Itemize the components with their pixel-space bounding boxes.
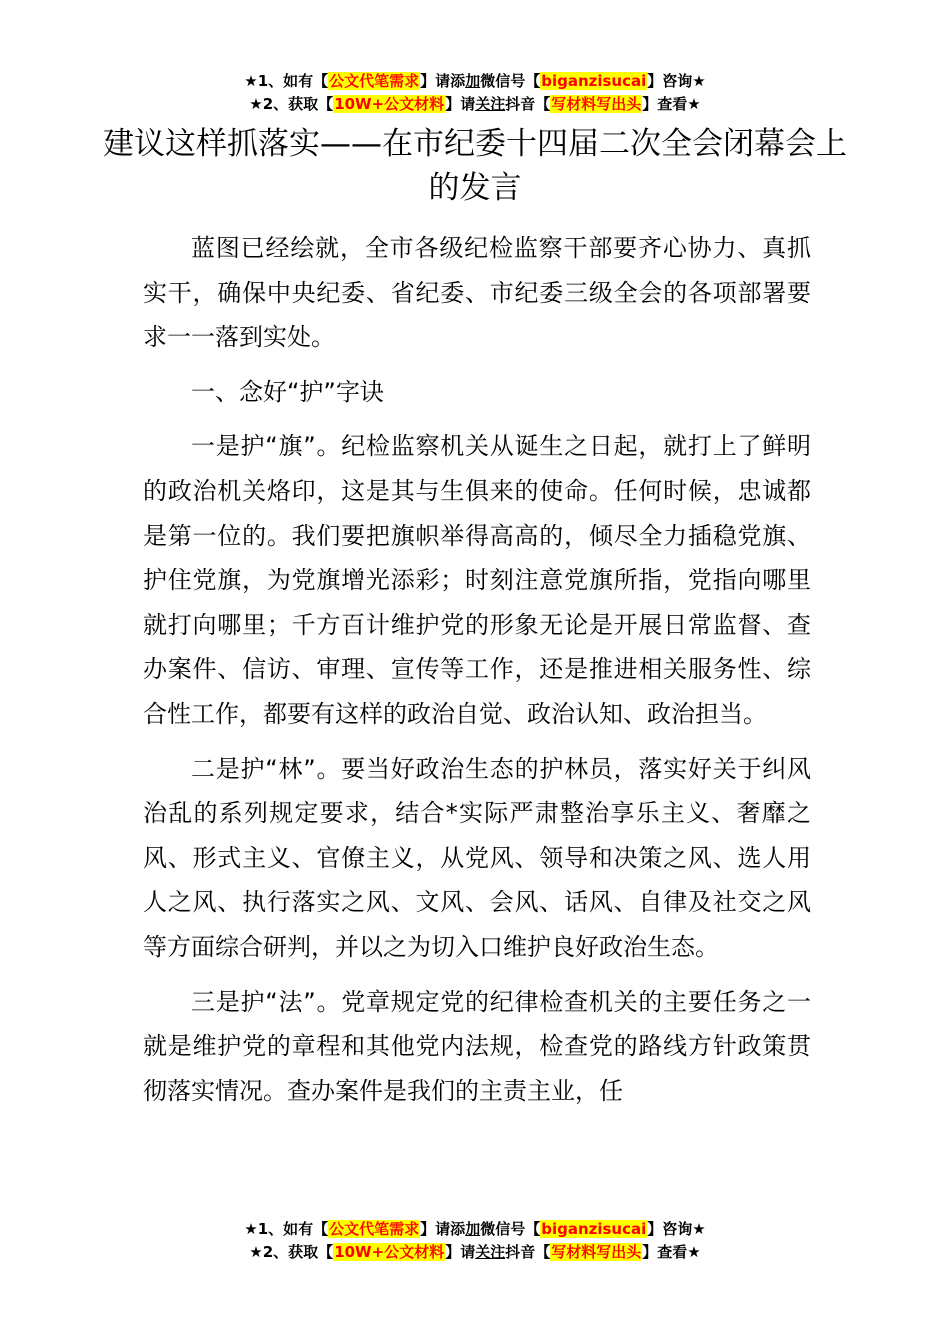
promo-highlight: biganzisucai — [541, 1220, 647, 1238]
promo-header — [0, 70, 950, 116]
promo-text: 】请添 — [420, 1220, 466, 1238]
promo-highlight: 公文代笔需求 — [329, 1220, 420, 1238]
paragraph-hu-fa: 三是护“法”。党章规定党的纪律检查机关的主要任务之一就是维护党的章程和其他党内法规，检查党的路线方针政策贯彻落实情况。查办案件是我们的主责主业，任 — [143, 987, 811, 1105]
promo-text: 】查看★ — [642, 95, 701, 113]
promo-underline: 加 — [465, 72, 481, 90]
paragraph-hu-qi: 一是护“旗”。纪检监察机关从诞生之日起，就打上了鲜明的政治机关烙印，这是其与生俱来的使命。任何时候，忠诚都是第一位的。我们要把旗帜举得高高的，倾尽全力插稳党旗、护住党旗，为党旗增光添彩；时刻注意党旗所指，党指向哪里就打向哪里；千方百计维护党的形象无论是开展日常监督、查办案件、信访、审理、宣传等工作，还是推进相关服务性、综合性工作，都要有这样的政治自觉、政治认知、政治担当。 — [143, 432, 811, 728]
promo-text: ★1、如有【 — [244, 72, 329, 90]
promo-underline: 关注 — [475, 95, 506, 113]
promo-text: 】请添 — [420, 72, 466, 90]
promo-footer — [0, 1218, 950, 1264]
promo-highlight: 写材料写出头 — [551, 1243, 642, 1261]
promo-highlight: 写材料写出头 — [551, 95, 642, 113]
promo-text: 抖音【 — [505, 95, 551, 113]
section-heading: 一、念好“护”字诀 — [191, 377, 384, 406]
promo-line-1 — [0, 1218, 950, 1241]
promo-text: 】请 — [445, 95, 476, 113]
promo-highlight: 10W+公文材料 — [334, 95, 445, 113]
promo-text: 】咨询★ — [647, 1220, 706, 1238]
promo-line-1 — [0, 70, 950, 93]
promo-line-2 — [0, 1241, 950, 1264]
promo-text: 微信号【 — [480, 72, 541, 90]
paragraph-intro: 蓝图已经绘就，全市各级纪检监察干部要齐心协力、真抓实干，确保中央纪委、省纪委、市纪委三级全会的各项部署要求一一落到实处。 — [143, 234, 811, 352]
promo-underline: 加 — [465, 1220, 481, 1238]
promo-text: 】查看★ — [642, 1243, 701, 1261]
promo-text: ★1、如有【 — [244, 1220, 329, 1238]
paragraph-hu-lin: 二是护“林”。要当好政治生态的护林员，落实好关于纠风治乱的系列规定要求，结合*实际严肃整治享乐主义、奢靡之风、形式主义、官僚主义，从党风、领导和决策之风、选人用人之风、执行落实之风、文风、会风、话风、自律及社交之风等方面综合研判，并以之为切入口维护良好政治生态。 — [143, 754, 811, 961]
promo-highlight: biganzisucai — [541, 72, 647, 90]
promo-highlight: 公文代笔需求 — [329, 72, 420, 90]
promo-text: 】请 — [445, 1243, 476, 1261]
promo-text: ★2、获取【 — [249, 95, 334, 113]
promo-text: ★2、获取【 — [249, 1243, 334, 1261]
promo-text: 抖音【 — [505, 1243, 551, 1261]
document-title: 建议这样抓落实——在市纪委十四届二次全会闭幕会上的发言 — [103, 126, 847, 206]
promo-highlight: 10W+公文材料 — [334, 1243, 445, 1261]
document-body — [143, 226, 811, 1123]
promo-underline: 关注 — [475, 1243, 506, 1261]
promo-line-2 — [0, 93, 950, 116]
promo-text: 微信号【 — [480, 1220, 541, 1238]
promo-text: 】咨询★ — [647, 72, 706, 90]
